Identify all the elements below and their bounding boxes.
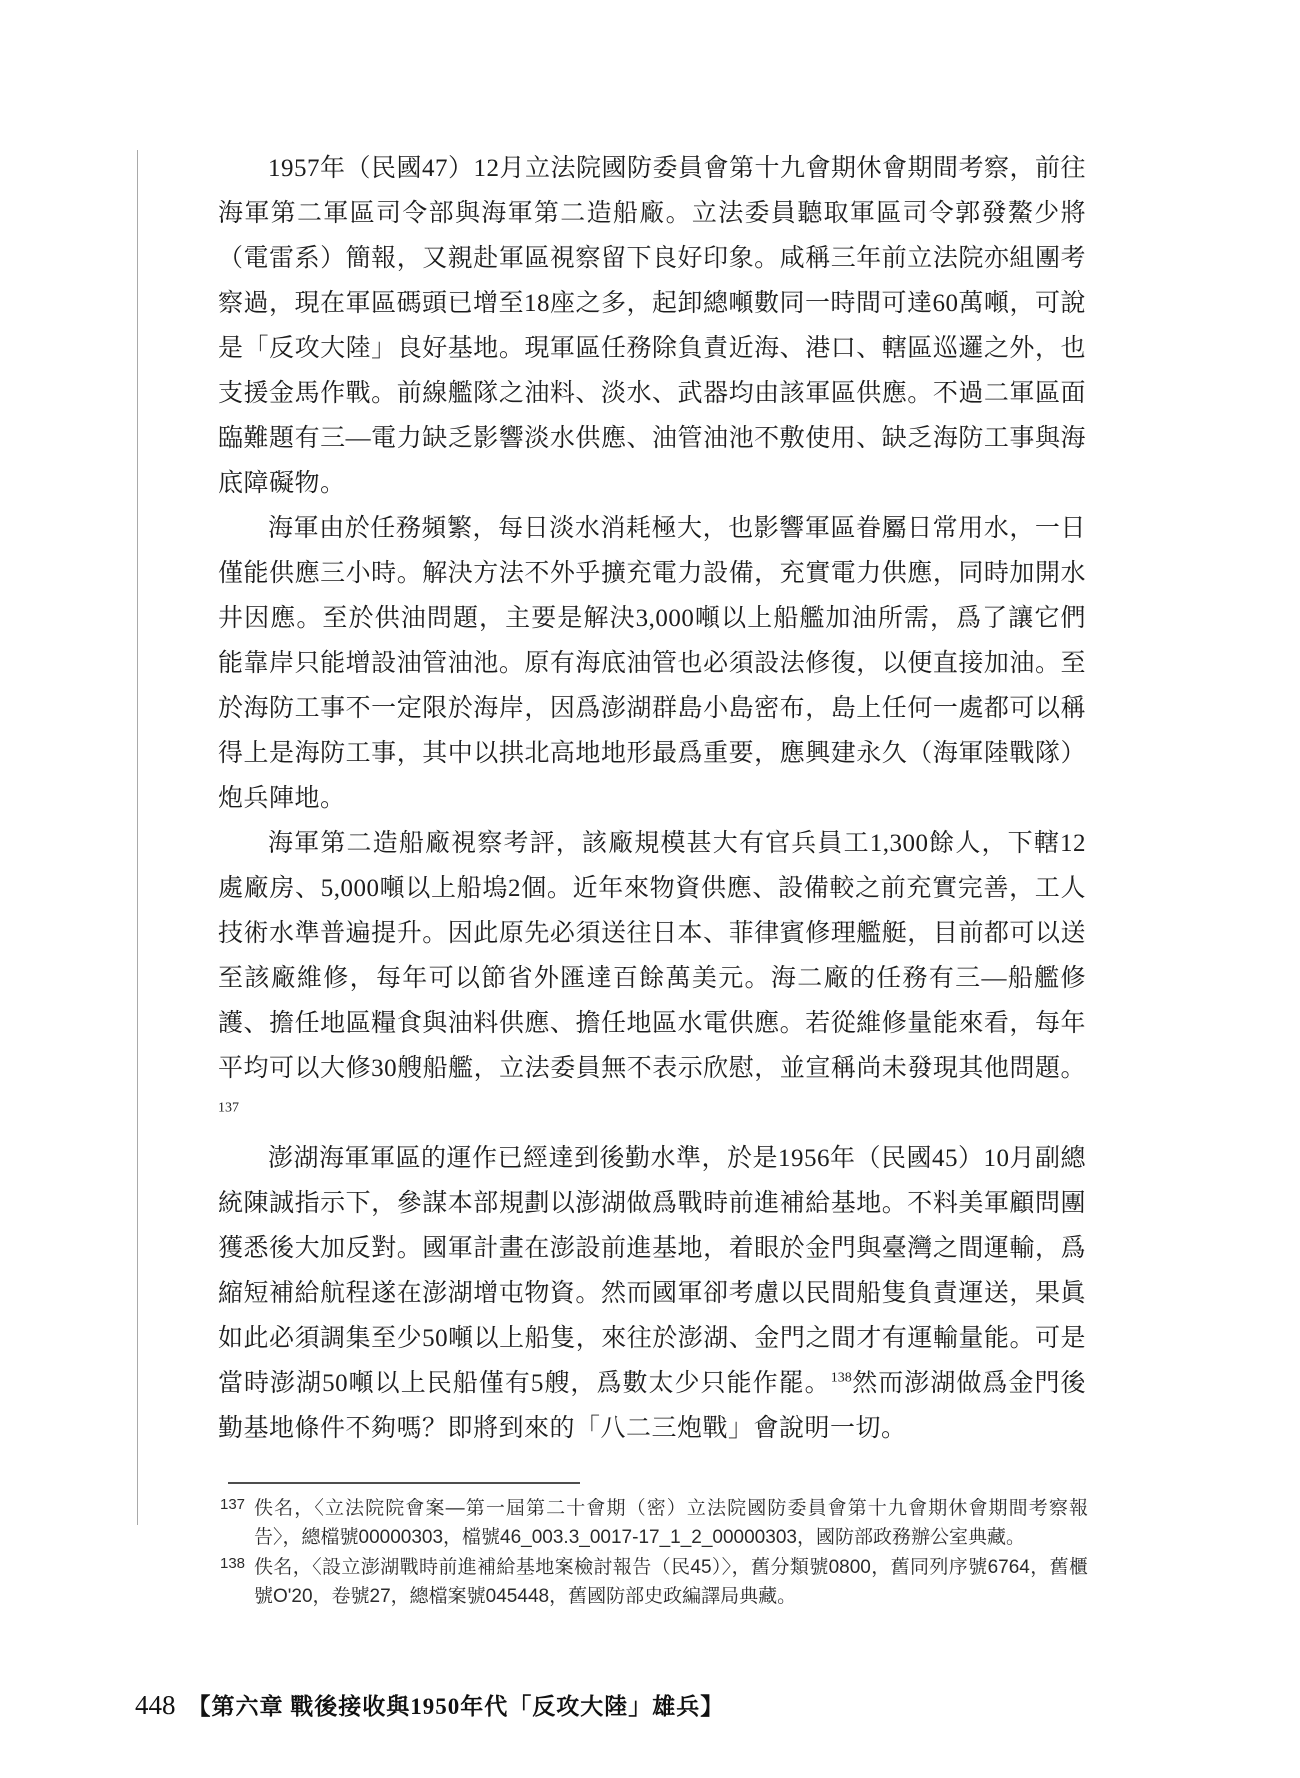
footnote-list — [218, 1482, 1088, 1611]
footnote-number: 138 — [220, 1555, 246, 1572]
body-paragraph: 1957年（民國47）12月立法院國防委員會第十九會期休會期間考察，前往海軍第二軍區司令部與海軍第二造船廠。立法委員聽取軍區司令郭發鰲少將（電雷系）簡報，又親赴軍區視察留下良好印象。咸稱三年前立法院亦組團考察過，現在軍區碼頭已增至18座之多，起卸總噸數同一時間可達60萬噸，可說是「反攻大陸」良好基地。現軍區任務除負責近海、港口、轄區巡邏之外，也支援金馬作戰。前線艦隊之油料、淡水、武器均由該軍區供應。不過二軍區面臨難題有三—電力缺乏影響淡水供應、油管油池不敷使用、缺乏海防工事與海底障礙物。 — [218, 155, 1087, 497]
margin-rule — [137, 150, 138, 1525]
body-paragraph: 澎湖海軍軍區的運作已經達到後勤水準，於是1956年（民國45）10月副總統陳誠指示下，參謀本部規劃以澎湖做爲戰時前進補給基地。不料美軍顧問團獲悉後大加反對。國軍計畫在澎設前進基地，着眼於金門與臺灣之間運輸，爲縮短補給航程遂在澎湖增屯物資。然而國軍卻考慮以民間船隻負責運送，果眞如此必須調集至少50噸以上船隻，來往於澎湖、金門之間才有運輸量能。可是當時澎湖50噸以上民船僅有5艘，爲數太少只能作罷。$^{138}$然而澎湖做爲金門後勤基地條件不夠嗎？即將到來的「八二三炮戰」會說明一切。 — [218, 1145, 1087, 1442]
footnote-ref: 137 — [218, 1100, 239, 1116]
footnote-ref: 138 — [830, 1370, 852, 1386]
footnote — [218, 1494, 1088, 1552]
footnote-separator — [228, 1482, 580, 1484]
footnote-text: 佚名，〈立法院院會案—第一屆第二十會期（密）立法院國防委員會第十九會期休會期間考察報告〉，總檔號00000303，檔號46_003.3_0017-17_1_2_00000303，國防部政務辦公室典藏。 — [254, 1498, 1088, 1548]
footnote-number: 137 — [220, 1496, 246, 1513]
body-text — [218, 146, 1086, 1451]
page-number: 448 — [135, 1690, 176, 1720]
body-paragraph: 海軍第二造船廠視察考評，該廠規模甚大有官兵員工1,300餘人，下轄12處廠房、5,000噸以上船塢2個。近年來物資供應、設備較之前充實完善，工人技術水準普遍提升。因此原先必須送往日本、菲律賓修理艦艇，目前都可以送至該廠維修，每年可以節省外匯達百餘萬美元。海二廠的任務有三—船艦修護、擔任地區糧食與油料供應、擔任地區水電供應。若從維修量能來看，每年平均可以大修30艘船艦，立法委員無不表示欣慰，並宣稱尚未發現其他問題。$^{137}$ — [218, 830, 1086, 1116]
footnote — [218, 1553, 1088, 1611]
footnote-text: 佚名，〈設立澎湖戰時前進補給基地案檢討報告（民45）〉，舊分類號0800，舊同列序號6764，舊櫃號O'20，卷號27，總檔案號045448，舊國防部史政編譯局典藏。 — [254, 1557, 1088, 1607]
body-paragraph: 海軍由於任務頻繁，每日淡水消耗極大，也影響軍區眷屬日常用水，一日僅能供應三小時。解決方法不外乎擴充電力設備，充實電力供應，同時加開水井因應。至於供油問題，主要是解決3,000噸以上船艦加油所需，爲了讓它們能靠岸只能增設油管油池。原有海底油管也必須設法修復，以便直接加油。至於海防工事不一定限於海岸，因爲澎湖群島小島密布，島上任何一處都可以稱得上是海防工事，其中以拱北高地地形最爲重要，應興建永久（海軍陸戰隊）炮兵陣地。 — [218, 515, 1086, 812]
chapter-title: 【第六章 戰後接收與1950年代「反攻大陸」雄兵】 — [187, 1694, 725, 1719]
footnote-section — [218, 1482, 1088, 1612]
page-footer — [135, 1688, 724, 1721]
